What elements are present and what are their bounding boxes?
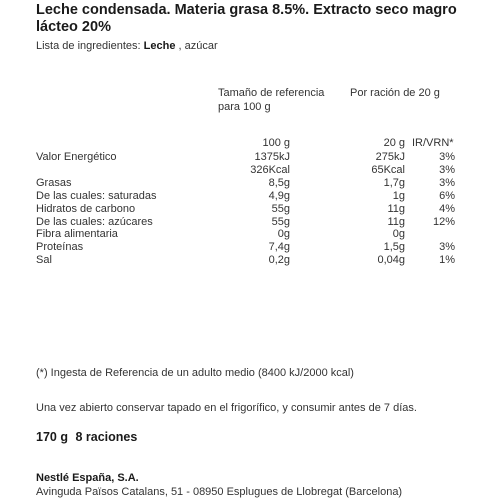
nutrient-name: De las cuales: saturadas bbox=[36, 189, 157, 202]
nutrient-value-100g: 1375kJ bbox=[254, 151, 290, 163]
company-name: Nestlé España, S.A. bbox=[36, 472, 139, 484]
title-line-2: lácteo 20% bbox=[36, 19, 111, 35]
storage-instructions: Una vez abierto conservar tapado en el frigorífico, y consumir antes de 7 días. bbox=[36, 402, 417, 414]
nutrient-value-100g: 8,5g bbox=[268, 176, 290, 189]
unit-reference: 100 g bbox=[262, 137, 290, 149]
net-weight: 170 g bbox=[36, 430, 68, 444]
nutrient-ir-percent: 6% bbox=[439, 189, 455, 202]
nutrient-value-100g: 0g bbox=[277, 228, 290, 241]
unit-ir: IR/VRN* bbox=[412, 137, 454, 149]
net-weight-line bbox=[36, 430, 137, 444]
ingredient-rest: , azúcar bbox=[175, 40, 218, 52]
nutrient-ir-percent: 12% bbox=[432, 215, 455, 228]
nutrient-ir-percent: 3% bbox=[439, 241, 455, 254]
unit-portion: 20 g bbox=[383, 137, 405, 149]
nutrient-value-100g: 326Kcal bbox=[250, 163, 290, 176]
nutrient-value-portion: 1,5g bbox=[383, 241, 405, 254]
nutrient-value-100g: 55g bbox=[271, 202, 290, 215]
nutrient-name: Sal bbox=[36, 254, 52, 267]
nutrient-ir-percent: 4% bbox=[439, 202, 455, 215]
nutrient-value-100g: 55g bbox=[271, 215, 290, 228]
portions-count: 8 raciones bbox=[75, 430, 138, 444]
nutrient-name: Grasas bbox=[36, 176, 72, 189]
nutrient-ir-percent: 3% bbox=[439, 163, 455, 176]
header-reference-line-2: para 100 g bbox=[218, 101, 271, 113]
company-address: Avinguda Països Catalans, 51 - 08950 Esplugues de Llobregat (Barcelona) bbox=[36, 486, 403, 498]
header-reference-line-1: Tamaño de referencia bbox=[218, 87, 325, 99]
nutrient-name: Fibra alimentaria bbox=[36, 228, 118, 241]
nutrient-value-portion: 65Kcal bbox=[371, 163, 405, 176]
ingredients-label: Lista de ingredientes: bbox=[36, 40, 141, 52]
nutrient-value-portion: 1g bbox=[392, 189, 405, 202]
title-line-1: Leche condensada. Materia grasa 8.5%. Extracto seco magro bbox=[36, 2, 457, 18]
nutrient-value-portion: 275kJ bbox=[375, 151, 405, 163]
nutrient-value-portion: 1,7g bbox=[383, 176, 405, 189]
nutrient-ir-percent: 1% bbox=[439, 254, 455, 267]
header-reference bbox=[218, 86, 324, 114]
nutrient-value-100g: 7,4g bbox=[268, 241, 290, 254]
ingredient-milk: Leche bbox=[143, 40, 176, 52]
product-title bbox=[36, 2, 457, 36]
nutrient-value-100g: 0,2g bbox=[268, 254, 290, 267]
nutrient-ir-percent: 3% bbox=[439, 176, 455, 189]
ingredients-list bbox=[36, 40, 218, 52]
header-portion: Por ración de 20 g bbox=[350, 87, 440, 99]
nutrient-name: Proteínas bbox=[36, 241, 84, 254]
nutrient-value-portion: 0,04g bbox=[377, 254, 405, 267]
nutrient-ir-percent: 3% bbox=[439, 151, 455, 163]
nutrient-name: De las cuales: azúcares bbox=[36, 215, 153, 228]
nutrient-value-portion: 11g bbox=[387, 202, 405, 215]
nutrient-name: Hidratos de carbono bbox=[36, 202, 136, 215]
nutrient-value-portion: 11g bbox=[387, 215, 405, 228]
nutrient-value-100g: 4,9g bbox=[268, 189, 290, 202]
nutrient-name: Valor Energético bbox=[36, 151, 117, 163]
nutrient-value-portion: 0g bbox=[392, 228, 405, 241]
footnote: (*) Ingesta de Referencia de un adulto medio (8400 kJ/2000 kcal) bbox=[36, 367, 354, 379]
